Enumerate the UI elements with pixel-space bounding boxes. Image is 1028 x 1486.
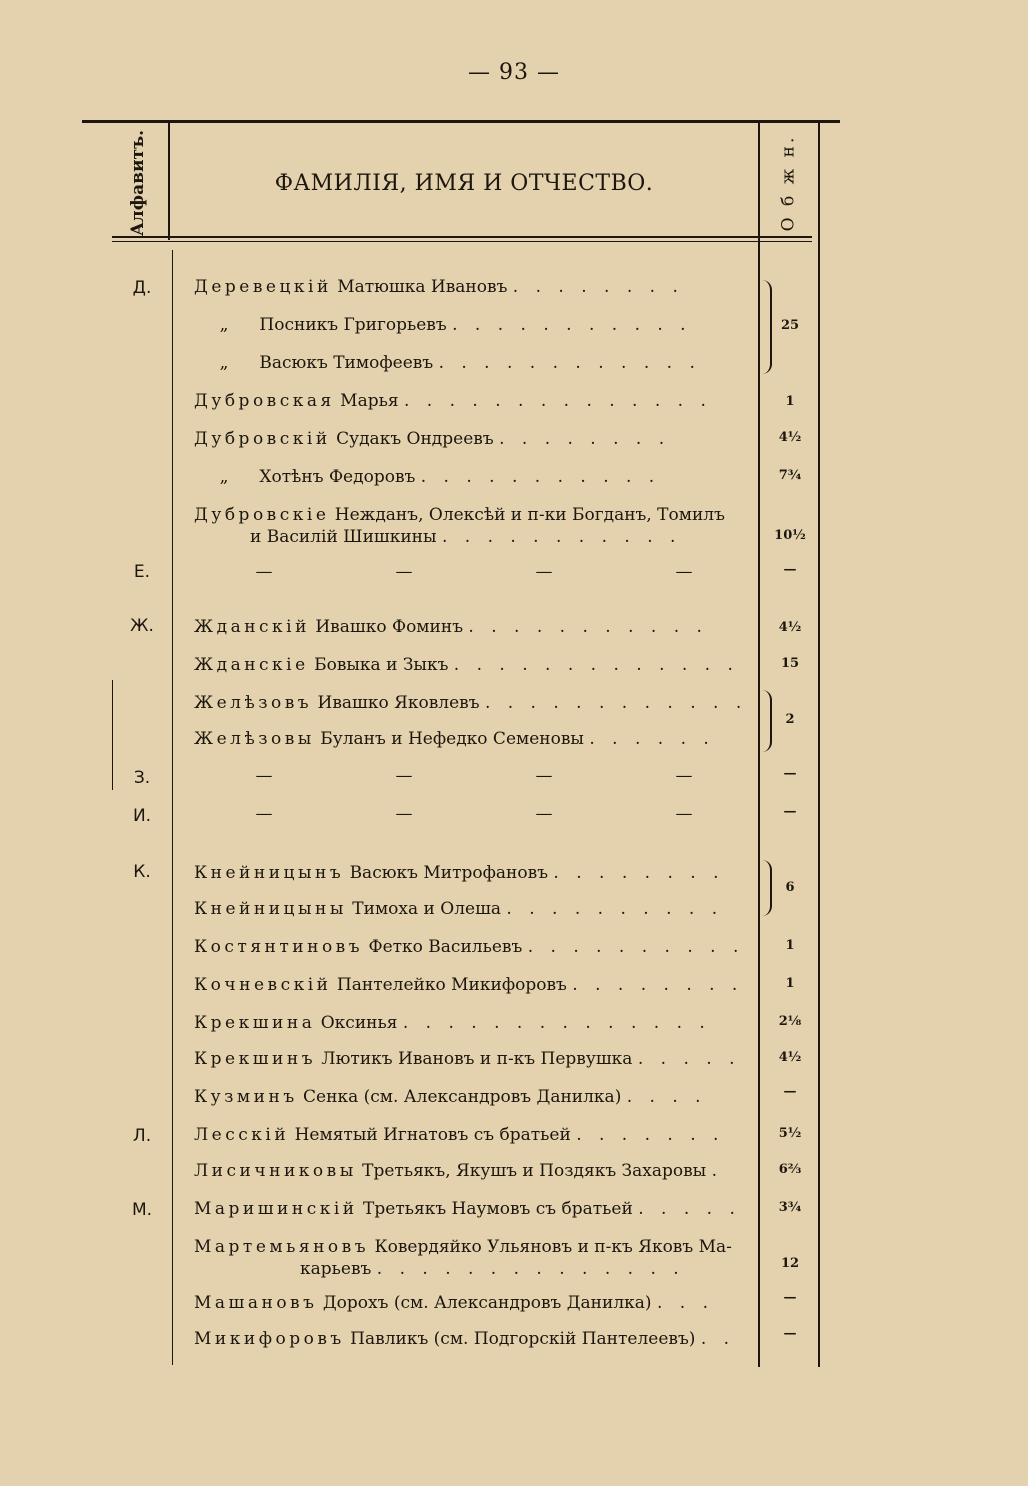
letter-m: М. <box>131 1200 153 1220</box>
left-margin-line <box>112 680 113 790</box>
list-item: Маришинскій Третьякъ Наумовъ съ братьей . . . . . <box>194 1199 741 1219</box>
column-divider-far-right <box>818 122 820 1367</box>
letter-d: Д. <box>132 278 152 298</box>
letter-i: И. <box>132 806 152 826</box>
empty-row-z: — — — — <box>255 766 693 786</box>
list-item: Крекшина Оксинья . . . . . . . . . . . . . . <box>194 1013 711 1033</box>
letter-z: З. <box>133 768 151 788</box>
empty-row-e: — — — — <box>255 562 693 582</box>
value-cell: 6⅔ <box>778 1162 802 1177</box>
list-item: Кочневскій Пантелейко Микифоровъ . . . . . . . . <box>194 975 744 995</box>
list-item: Жданскіе Бовыка и Зыкъ . . . . . . . . . . . . . <box>194 655 739 675</box>
value-cell: 4½ <box>778 620 802 635</box>
letter-zh: Ж. <box>130 616 154 636</box>
list-item: Микифоровъ Павликъ (см. Подгорскій Пантелеевъ) . . <box>194 1329 736 1349</box>
list-item: Кнейницыны Тимоха и Олеша . . . . . . . . . . <box>194 899 724 919</box>
list-item: Желѣзовъ Ивашко Яковлевъ . . . . . . . . . . . . <box>194 693 748 713</box>
value-cell: — <box>783 1084 797 1099</box>
value-cell: 1 <box>785 394 795 409</box>
column-divider-right <box>758 122 760 1367</box>
table-top-rule <box>82 120 840 123</box>
value-cell: 4½ <box>778 1050 802 1065</box>
list-item: Лисичниковы Третьякъ, Якушъ и Поздякъ Захаровы . <box>194 1161 724 1181</box>
list-item: „ Васюкъ Тимофеевъ . . . . . . . . . . . . <box>219 353 701 373</box>
value-cell: 6 <box>785 880 795 895</box>
list-item-continuation: и Василій Шишкины . . . . . . . . . . . <box>250 527 682 547</box>
value-cell: 4½ <box>778 430 802 445</box>
page-number: — 93 — <box>468 60 560 85</box>
value-cell: 12 <box>780 1256 800 1271</box>
value-cell: 2⅛ <box>778 1014 802 1029</box>
list-item: Жданскій Ивашко Фоминъ . . . . . . . . . . . <box>194 617 708 637</box>
value-cell: 5½ <box>778 1126 802 1141</box>
letter-l: Л. <box>132 1126 152 1146</box>
list-item-continuation: карьевъ . . . . . . . . . . . . . . <box>300 1259 685 1279</box>
column-divider-left-body <box>172 250 173 1365</box>
list-item: „ Посникъ Григорьевъ . . . . . . . . . . . <box>219 315 692 335</box>
value-cell: — <box>783 1326 797 1341</box>
list-item: „ Хотѣнъ Федоровъ . . . . . . . . . . . <box>219 467 661 487</box>
list-item: Дубровскіе Нежданъ, Олексѣй и п-ки Богданъ, Томилъ <box>194 505 725 525</box>
list-item: Дубровская Марья . . . . . . . . . . . . . . <box>194 391 712 411</box>
value-cell: 2 <box>785 712 795 727</box>
value-cell: 15 <box>780 656 800 671</box>
value-cell: — <box>783 1290 797 1305</box>
list-item: Деревецкій Матюшка Ивановъ . . . . . . . . <box>194 277 684 297</box>
list-item: Кузминъ Сенка (см. Александровъ Данилка) . . . . <box>194 1087 707 1107</box>
header-bottom-rule-2 <box>112 241 812 242</box>
header-alphabet: Алфавитъ. <box>128 129 148 237</box>
letter-e: Е. <box>133 562 151 582</box>
list-item: Крекшинъ Лютикъ Ивановъ и п-къ Первушка . . . . . <box>194 1049 741 1069</box>
value-cell: 7¾ <box>778 468 802 483</box>
header-obzh: О б ж н. <box>778 134 799 232</box>
value-cell: — <box>783 766 797 781</box>
value-cell: 10½ <box>774 528 806 543</box>
list-item: Кнейницынъ Васюкъ Митрофановъ . . . . . . . . <box>194 863 725 883</box>
list-item: Мартемьяновъ Ковердяйко Ульяновъ и п-къ Яковъ Ма- <box>194 1237 732 1257</box>
list-item: Желѣзовы Буланъ и Нефедко Семеновы . . . . . . <box>194 729 715 749</box>
column-divider-left <box>168 122 170 240</box>
header-name: ФАМИЛІЯ, ИМЯ И ОТЧЕСТВО. <box>274 170 654 196</box>
value-cell: 25 <box>780 318 800 333</box>
list-item: Костянтиновъ Фетко Васильевъ . . . . . . . . . . <box>194 937 745 957</box>
list-item: Дубровскій Судакъ Ондреевъ . . . . . . . . <box>194 429 671 449</box>
empty-row-i: — — — — <box>255 804 693 824</box>
list-item: Лесскій Немятый Игнатовъ съ братьей . . . . . . . <box>194 1125 725 1145</box>
value-cell: 1 <box>785 938 795 953</box>
list-item: Машановъ Дорохъ (см. Александровъ Данилка) . . . <box>194 1293 714 1313</box>
letter-k: К. <box>133 862 151 882</box>
value-cell: — <box>783 804 797 819</box>
value-cell: 1 <box>785 976 795 991</box>
value-cell: 3¾ <box>778 1200 802 1215</box>
value-cell: — <box>783 562 797 577</box>
